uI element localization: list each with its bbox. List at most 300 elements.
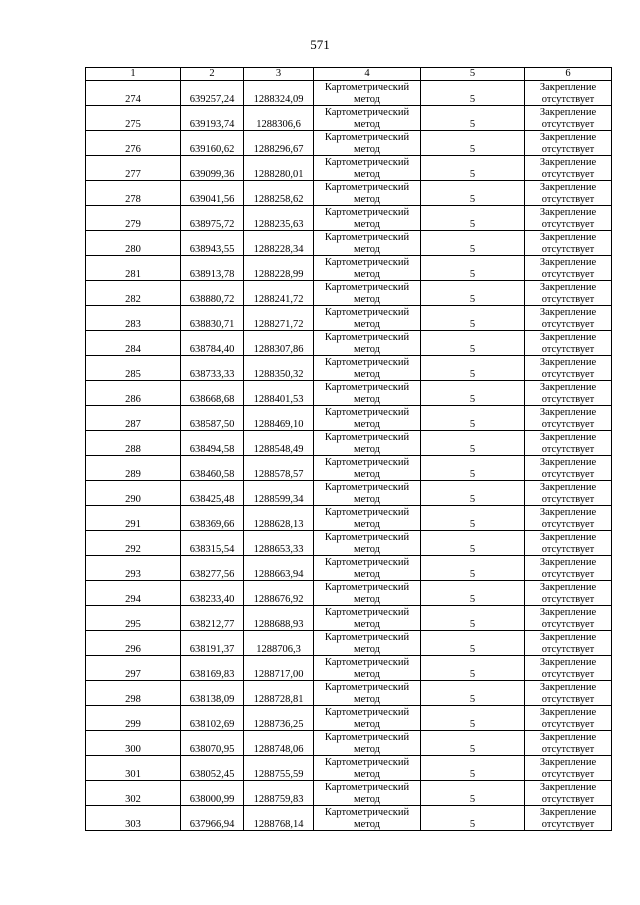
coord-y-cell: 638913,78 — [181, 256, 244, 281]
fixation-line-1: Закрепление — [539, 207, 597, 218]
method-line-1: Картометрический — [324, 507, 410, 518]
accuracy-cell: 5 — [421, 681, 525, 706]
header-cell-4: 4 — [314, 68, 421, 81]
method-line-1: Картометрический — [324, 807, 410, 818]
coord-x-cell: 1288401,53 — [244, 381, 314, 406]
table-row — [86, 406, 612, 431]
method-line-1: Картометрический — [324, 257, 410, 268]
accuracy-cell: 5 — [421, 506, 525, 531]
coord-x-cell: 1288228,34 — [244, 231, 314, 256]
table-row — [86, 381, 612, 406]
method-line-2: метод — [353, 668, 381, 680]
accuracy-cell: 5 — [421, 81, 525, 106]
coord-y-cell: 638880,72 — [181, 281, 244, 306]
fixation-cell — [525, 231, 612, 256]
method-line-2: метод — [353, 343, 381, 355]
table-row — [86, 806, 612, 831]
table-row — [86, 631, 612, 656]
fixation-line-1: Закрепление — [539, 382, 597, 393]
coord-y-cell: 638138,09 — [181, 681, 244, 706]
coord-x-cell: 1288350,32 — [244, 356, 314, 381]
method-cell — [314, 506, 421, 531]
method-line-2: метод — [353, 418, 381, 430]
point-number-cell: 299 — [86, 706, 181, 731]
fixation-line-1: Закрепление — [539, 632, 597, 643]
method-line-1: Картометрический — [324, 407, 410, 418]
point-number-cell: 294 — [86, 581, 181, 606]
accuracy-cell: 5 — [421, 256, 525, 281]
fixation-line-2: отсутствует — [541, 93, 595, 105]
table-body — [86, 68, 612, 831]
accuracy-cell: 5 — [421, 231, 525, 256]
method-line-1: Картометрический — [324, 182, 410, 193]
fixation-cell — [525, 331, 612, 356]
table-row — [86, 231, 612, 256]
table-row — [86, 731, 612, 756]
point-number-cell: 301 — [86, 756, 181, 781]
method-cell — [314, 556, 421, 581]
point-number-cell: 293 — [86, 556, 181, 581]
method-line-2: метод — [353, 93, 381, 105]
method-cell — [314, 206, 421, 231]
method-line-1: Картометрический — [324, 232, 410, 243]
fixation-cell — [525, 681, 612, 706]
coord-x-cell: 1288768,14 — [244, 806, 314, 831]
fixation-cell — [525, 106, 612, 131]
method-line-2: метод — [353, 268, 381, 280]
fixation-line-2: отсутствует — [541, 568, 595, 580]
accuracy-cell: 5 — [421, 281, 525, 306]
method-line-1: Картометрический — [324, 432, 410, 443]
method-cell — [314, 681, 421, 706]
point-number-cell: 287 — [86, 406, 181, 431]
fixation-cell — [525, 456, 612, 481]
method-cell — [314, 281, 421, 306]
fixation-cell — [525, 131, 612, 156]
coord-y-cell: 638277,56 — [181, 556, 244, 581]
coord-y-cell: 638233,40 — [181, 581, 244, 606]
fixation-line-2: отсутствует — [541, 768, 595, 780]
method-cell — [314, 356, 421, 381]
fixation-line-1: Закрепление — [539, 432, 597, 443]
coord-y-cell: 639099,36 — [181, 156, 244, 181]
accuracy-cell: 5 — [421, 331, 525, 356]
method-cell — [314, 106, 421, 131]
point-number-cell: 285 — [86, 356, 181, 381]
fixation-cell — [525, 631, 612, 656]
fixation-line-1: Закрепление — [539, 307, 597, 318]
point-number-cell: 298 — [86, 681, 181, 706]
coord-x-cell: 1288706,3 — [244, 631, 314, 656]
method-line-1: Картометрический — [324, 107, 410, 118]
method-line-2: метод — [353, 118, 381, 130]
coord-x-cell: 1288296,67 — [244, 131, 314, 156]
method-line-1: Картометрический — [324, 532, 410, 543]
table-row — [86, 456, 612, 481]
fixation-line-1: Закрепление — [539, 532, 597, 543]
coord-x-cell: 1288676,92 — [244, 581, 314, 606]
fixation-line-1: Закрепление — [539, 157, 597, 168]
fixation-line-2: отсутствует — [541, 393, 595, 405]
coord-y-cell: 638212,77 — [181, 606, 244, 631]
accuracy-cell: 5 — [421, 706, 525, 731]
accuracy-cell: 5 — [421, 606, 525, 631]
method-line-2: метод — [353, 193, 381, 205]
table-row — [86, 506, 612, 531]
method-line-1: Картометрический — [324, 382, 410, 393]
accuracy-cell: 5 — [421, 206, 525, 231]
fixation-line-1: Закрепление — [539, 332, 597, 343]
method-cell — [314, 431, 421, 456]
fixation-line-2: отсутствует — [541, 743, 595, 755]
accuracy-cell: 5 — [421, 656, 525, 681]
point-number-cell: 300 — [86, 731, 181, 756]
fixation-cell — [525, 406, 612, 431]
method-cell — [314, 631, 421, 656]
method-line-2: метод — [353, 718, 381, 730]
coord-y-cell: 639193,74 — [181, 106, 244, 131]
method-line-2: метод — [353, 618, 381, 630]
coord-y-cell: 638000,99 — [181, 781, 244, 806]
fixation-line-1: Закрепление — [539, 232, 597, 243]
method-line-1: Картометрический — [324, 682, 410, 693]
method-line-1: Картометрический — [324, 307, 410, 318]
accuracy-cell: 5 — [421, 781, 525, 806]
point-number-cell: 274 — [86, 81, 181, 106]
accuracy-cell: 5 — [421, 531, 525, 556]
fixation-line-1: Закрепление — [539, 82, 597, 93]
method-line-2: метод — [353, 168, 381, 180]
method-line-2: метод — [353, 468, 381, 480]
point-number-cell: 278 — [86, 181, 181, 206]
fixation-line-1: Закрепление — [539, 507, 597, 518]
method-cell — [314, 231, 421, 256]
method-line-2: метод — [353, 443, 381, 455]
coord-x-cell: 1288306,6 — [244, 106, 314, 131]
table-row — [86, 81, 612, 106]
accuracy-cell: 5 — [421, 106, 525, 131]
header-cell-3: 3 — [244, 68, 314, 81]
fixation-line-1: Закрепление — [539, 782, 597, 793]
method-line-1: Картометрический — [324, 557, 410, 568]
coord-y-cell: 638975,72 — [181, 206, 244, 231]
accuracy-cell: 5 — [421, 381, 525, 406]
table-row — [86, 106, 612, 131]
point-number-cell: 282 — [86, 281, 181, 306]
method-cell — [314, 81, 421, 106]
fixation-cell — [525, 281, 612, 306]
fixation-line-2: отсутствует — [541, 668, 595, 680]
method-line-1: Картометрический — [324, 282, 410, 293]
table-row — [86, 131, 612, 156]
fixation-line-1: Закрепление — [539, 482, 597, 493]
method-cell — [314, 806, 421, 831]
table-row — [86, 256, 612, 281]
table-header-row — [86, 68, 612, 81]
table-row — [86, 681, 612, 706]
point-number-cell: 281 — [86, 256, 181, 281]
table-row — [86, 306, 612, 331]
method-line-2: метод — [353, 643, 381, 655]
fixation-line-1: Закрепление — [539, 457, 597, 468]
method-line-2: метод — [353, 493, 381, 505]
point-number-cell: 296 — [86, 631, 181, 656]
point-number-cell: 277 — [86, 156, 181, 181]
fixation-cell — [525, 206, 612, 231]
table-row — [86, 781, 612, 806]
method-cell — [314, 531, 421, 556]
point-number-cell: 295 — [86, 606, 181, 631]
coord-y-cell: 639257,24 — [181, 81, 244, 106]
coord-y-cell: 638494,58 — [181, 431, 244, 456]
method-line-2: метод — [353, 818, 381, 830]
method-line-1: Картометрический — [324, 732, 410, 743]
coord-x-cell: 1288663,94 — [244, 556, 314, 581]
fixation-cell — [525, 81, 612, 106]
point-number-cell: 290 — [86, 481, 181, 506]
accuracy-cell: 5 — [421, 756, 525, 781]
fixation-line-1: Закрепление — [539, 132, 597, 143]
table-row — [86, 281, 612, 306]
method-line-2: метод — [353, 143, 381, 155]
table-row — [86, 706, 612, 731]
method-line-2: метод — [353, 768, 381, 780]
fixation-line-2: отсутствует — [541, 293, 595, 305]
fixation-line-1: Закрепление — [539, 357, 597, 368]
fixation-line-2: отсутствует — [541, 143, 595, 155]
fixation-line-2: отсутствует — [541, 593, 595, 605]
fixation-line-2: отсутствует — [541, 643, 595, 655]
accuracy-cell: 5 — [421, 131, 525, 156]
table-row — [86, 206, 612, 231]
method-line-2: метод — [353, 543, 381, 555]
fixation-cell — [525, 481, 612, 506]
coord-y-cell: 638070,95 — [181, 731, 244, 756]
coord-x-cell: 1288759,83 — [244, 781, 314, 806]
table-row — [86, 481, 612, 506]
point-number-cell: 303 — [86, 806, 181, 831]
header-cell-6: 6 — [525, 68, 612, 81]
fixation-line-1: Закрепление — [539, 107, 597, 118]
table-row — [86, 556, 612, 581]
coord-x-cell: 1288307,86 — [244, 331, 314, 356]
fixation-line-2: отсутствует — [541, 443, 595, 455]
method-line-2: метод — [353, 218, 381, 230]
coord-y-cell: 639041,56 — [181, 181, 244, 206]
method-line-1: Картометрический — [324, 757, 410, 768]
method-line-2: метод — [353, 243, 381, 255]
fixation-cell — [525, 356, 612, 381]
header-cell-1: 1 — [86, 68, 181, 81]
coord-y-cell: 637966,94 — [181, 806, 244, 831]
method-cell — [314, 131, 421, 156]
point-number-cell: 284 — [86, 331, 181, 356]
accuracy-cell: 5 — [421, 731, 525, 756]
coord-x-cell: 1288548,49 — [244, 431, 314, 456]
coord-y-cell: 639160,62 — [181, 131, 244, 156]
fixation-line-1: Закрепление — [539, 582, 597, 593]
method-cell — [314, 731, 421, 756]
fixation-line-2: отсутствует — [541, 468, 595, 480]
fixation-line-2: отсутствует — [541, 418, 595, 430]
fixation-line-2: отсутствует — [541, 718, 595, 730]
fixation-line-1: Закрепление — [539, 607, 597, 618]
method-line-2: метод — [353, 568, 381, 580]
fixation-cell — [525, 656, 612, 681]
coord-x-cell: 1288228,99 — [244, 256, 314, 281]
fixation-line-2: отсутствует — [541, 318, 595, 330]
coord-y-cell: 638460,58 — [181, 456, 244, 481]
method-cell — [314, 656, 421, 681]
fixation-line-1: Закрепление — [539, 807, 597, 818]
fixation-cell — [525, 731, 612, 756]
method-line-2: метод — [353, 293, 381, 305]
method-cell — [314, 706, 421, 731]
coord-y-cell: 638315,54 — [181, 531, 244, 556]
fixation-cell — [525, 781, 612, 806]
fixation-cell — [525, 506, 612, 531]
table-row — [86, 156, 612, 181]
fixation-cell — [525, 706, 612, 731]
accuracy-cell: 5 — [421, 481, 525, 506]
accuracy-cell: 5 — [421, 406, 525, 431]
header-cell-2: 2 — [181, 68, 244, 81]
method-cell — [314, 756, 421, 781]
fixation-line-1: Закрепление — [539, 657, 597, 668]
coord-y-cell: 638191,37 — [181, 631, 244, 656]
coord-x-cell: 1288748,06 — [244, 731, 314, 756]
fixation-line-2: отсутствует — [541, 818, 595, 830]
method-cell — [314, 256, 421, 281]
method-line-1: Картометрический — [324, 332, 410, 343]
method-line-2: метод — [353, 593, 381, 605]
coord-y-cell: 638943,55 — [181, 231, 244, 256]
method-line-2: метод — [353, 793, 381, 805]
method-cell — [314, 381, 421, 406]
accuracy-cell: 5 — [421, 456, 525, 481]
coord-x-cell: 1288258,62 — [244, 181, 314, 206]
point-number-cell: 279 — [86, 206, 181, 231]
coord-x-cell: 1288688,93 — [244, 606, 314, 631]
fixation-line-1: Закрепление — [539, 182, 597, 193]
fixation-line-2: отсутствует — [541, 368, 595, 380]
table-row — [86, 756, 612, 781]
method-cell — [314, 406, 421, 431]
fixation-cell — [525, 806, 612, 831]
method-line-2: метод — [353, 318, 381, 330]
fixation-line-2: отсутствует — [541, 243, 595, 255]
point-number-cell: 283 — [86, 306, 181, 331]
fixation-line-2: отсутствует — [541, 193, 595, 205]
accuracy-cell: 5 — [421, 581, 525, 606]
method-cell — [314, 606, 421, 631]
fixation-line-2: отсутствует — [541, 793, 595, 805]
table-row — [86, 431, 612, 456]
coord-x-cell: 1288241,72 — [244, 281, 314, 306]
table-row — [86, 531, 612, 556]
method-line-1: Картометрический — [324, 657, 410, 668]
fixation-line-1: Закрепление — [539, 707, 597, 718]
point-number-cell: 288 — [86, 431, 181, 456]
fixation-line-2: отсутствует — [541, 693, 595, 705]
method-line-2: метод — [353, 393, 381, 405]
fixation-line-2: отсутствует — [541, 268, 595, 280]
coord-x-cell: 1288599,34 — [244, 481, 314, 506]
coord-x-cell: 1288717,00 — [244, 656, 314, 681]
table-row — [86, 656, 612, 681]
point-number-cell: 302 — [86, 781, 181, 806]
method-line-1: Картометрический — [324, 457, 410, 468]
point-number-cell: 292 — [86, 531, 181, 556]
fixation-cell — [525, 431, 612, 456]
method-cell — [314, 456, 421, 481]
accuracy-cell: 5 — [421, 631, 525, 656]
fixation-line-1: Закрепление — [539, 682, 597, 693]
method-line-1: Картометрический — [324, 207, 410, 218]
fixation-line-2: отсутствует — [541, 618, 595, 630]
coord-y-cell: 638784,40 — [181, 331, 244, 356]
fixation-line-1: Закрепление — [539, 557, 597, 568]
coord-y-cell: 638052,45 — [181, 756, 244, 781]
coord-x-cell: 1288271,72 — [244, 306, 314, 331]
coordinates-table — [85, 67, 612, 831]
method-cell — [314, 181, 421, 206]
point-number-cell: 276 — [86, 131, 181, 156]
method-cell — [314, 331, 421, 356]
coord-x-cell: 1288728,81 — [244, 681, 314, 706]
page-number: 571 — [310, 37, 330, 52]
method-cell — [314, 306, 421, 331]
accuracy-cell: 5 — [421, 181, 525, 206]
fixation-line-1: Закрепление — [539, 757, 597, 768]
coord-y-cell: 638830,71 — [181, 306, 244, 331]
point-number-cell: 280 — [86, 231, 181, 256]
table-row — [86, 581, 612, 606]
coord-y-cell: 638733,33 — [181, 356, 244, 381]
method-line-1: Картометрический — [324, 132, 410, 143]
method-line-1: Картометрический — [324, 357, 410, 368]
table-row — [86, 181, 612, 206]
coord-x-cell: 1288469,10 — [244, 406, 314, 431]
fixation-cell — [525, 156, 612, 181]
table-row — [86, 331, 612, 356]
method-line-1: Картометрический — [324, 632, 410, 643]
header-cell-5: 5 — [421, 68, 525, 81]
coord-x-cell: 1288628,13 — [244, 506, 314, 531]
method-line-1: Картометрический — [324, 482, 410, 493]
method-cell — [314, 581, 421, 606]
fixation-line-1: Закрепление — [539, 732, 597, 743]
coord-y-cell: 638369,66 — [181, 506, 244, 531]
point-number-cell: 297 — [86, 656, 181, 681]
fixation-cell — [525, 531, 612, 556]
point-number-cell: 286 — [86, 381, 181, 406]
point-number-cell: 291 — [86, 506, 181, 531]
method-line-2: метод — [353, 693, 381, 705]
fixation-line-2: отсутствует — [541, 343, 595, 355]
coord-x-cell: 1288235,63 — [244, 206, 314, 231]
accuracy-cell: 5 — [421, 356, 525, 381]
accuracy-cell: 5 — [421, 431, 525, 456]
fixation-cell — [525, 756, 612, 781]
fixation-cell — [525, 581, 612, 606]
method-line-1: Картометрический — [324, 582, 410, 593]
coord-x-cell: 1288755,59 — [244, 756, 314, 781]
fixation-cell — [525, 606, 612, 631]
fixation-cell — [525, 306, 612, 331]
fixation-line-2: отсутствует — [541, 168, 595, 180]
method-cell — [314, 156, 421, 181]
